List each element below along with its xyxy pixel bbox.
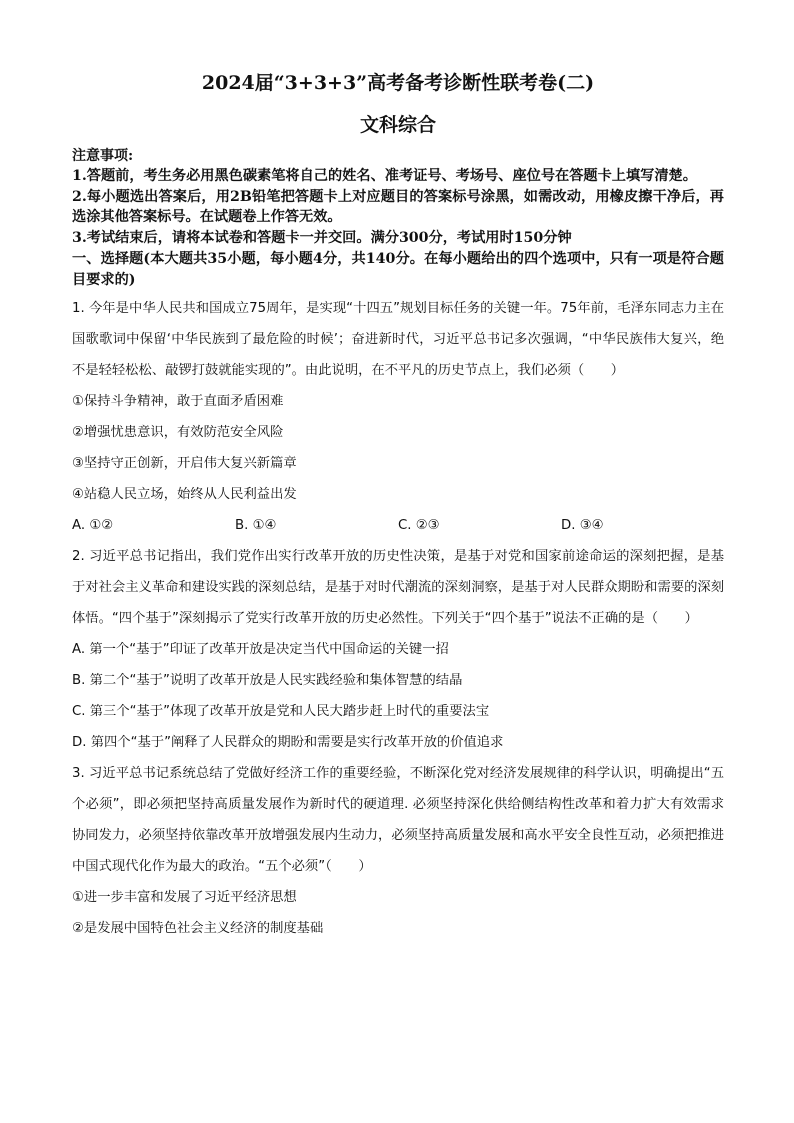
exam-title: 2024届“3+3+3”高考备考诊断性联考卷(二) — [201, 72, 595, 94]
question-2-option-b: B. 第二个“基于”说明了改革开放是人民实践经验和集体智慧的结晶 — [72, 673, 463, 688]
question-1-statement-1: ①保持斗争精神，敢于直面矛盾困难 — [72, 394, 284, 409]
choice-c: C. ②③ — [398, 518, 440, 533]
question-1-statement-2: ②增强忧患意识，有效防范安全风险 — [72, 425, 284, 440]
question-3-statement-2: ②是发展中国特色社会主义经济的制度基础 — [72, 921, 324, 936]
question-2-option-a: A. 第一个“基于”印证了改革开放是决定当代中国命运的关键一招 — [72, 642, 449, 657]
question-2-option-d: D. 第四个“基于”阐释了人民群众的期盼和需要是实行改革开放的价值追求 — [72, 735, 504, 750]
notice-item-2: 2.每小题选出答案后，用2B铅笔把答题卡上对应题目的答案标号涂黑，如需改动，用橡皮擦干净后，再选涂其他答案标号。在试题卷上作答无效。 — [72, 188, 724, 225]
notice-item-1: 1.答题前，考生务必用黑色碳素笔将自己的姓名、准考证号、考场号、座位号在答题卡上填写清楚。 — [72, 168, 697, 184]
notice-item-3: 3.考试结束后，请将本试卷和答题卡一并交回。满分300分，考试用时150分钟 — [72, 229, 572, 246]
exam-page — [72, 66, 724, 944]
exam-subject: 文科综合 — [359, 114, 436, 136]
question-1-stem: 1. 今年是中华人民共和国成立75周年，是实现“十四五”规划目标任务的关键一年。75年前，毛泽东同志力主在国歌歌词中保留‘中华民族到了最危险的时候’；奋进新时代，习近平总书记多次强调，“中华民族伟大复兴，绝不是轻轻松松、敲锣打鼓就能实现的”。由此说明，在不平凡的历史节点上，我们必须（ ） — [72, 301, 724, 378]
choice-d: D. ③④ — [561, 518, 604, 533]
question-2-stem: 2. 习近平总书记指出，我们党作出实行改革开放的历史性决策，是基于对党和国家前途命运的深刻把握，是基于对社会主义革命和建设实践的深刻总结，是基于对时代潮流的深刻洞察，是基于对人民群众期盼和需要的深刻体悟。“四个基于”深刻揭示了党实行改革开放的历史必然性。下列关于“四个基于”说法不正确的是（ ） — [72, 549, 724, 626]
choice-a: A. ①② — [72, 518, 114, 533]
notice-heading: 注意事项: — [72, 148, 134, 164]
question-3-statement-1: ①进一步丰富和发展了习近平经济思想 — [72, 890, 297, 905]
question-3-stem: 3. 习近平总书记系统总结了党做好经济工作的重要经验，不断深化党对经济发展规律的科学认识，明确提出“五个必须”，即必须把坚持高质量发展作为新时代的硬道理. 必须坚持深化供给侧结构性改革和着力扩大有效需求协同发力，必须坚持依靠改革开放增强发展内生动力，必须坚持高质量发展和高水平安全良性互动，必须把推进中国式现代化作为最大的政治。“五个必须”（ ） — [72, 766, 724, 874]
choice-b: B. ①④ — [235, 518, 277, 533]
section-heading: 一、选择题(本大题共35小题，每小题4分，共140分。在每小题给出的四个选项中，只有一项是符合题目要求的) — [72, 251, 724, 288]
question-1-statement-3: ③坚持守正创新，开启伟大复兴新篇章 — [72, 456, 297, 471]
question-2-option-c: C. 第三个“基于”体现了改革开放是党和人民大踏步赶上时代的重要法宝 — [72, 704, 490, 719]
question-1-statement-4: ④站稳人民立场，始终从人民利益出发 — [72, 487, 297, 502]
question-1-choices — [72, 510, 724, 541]
